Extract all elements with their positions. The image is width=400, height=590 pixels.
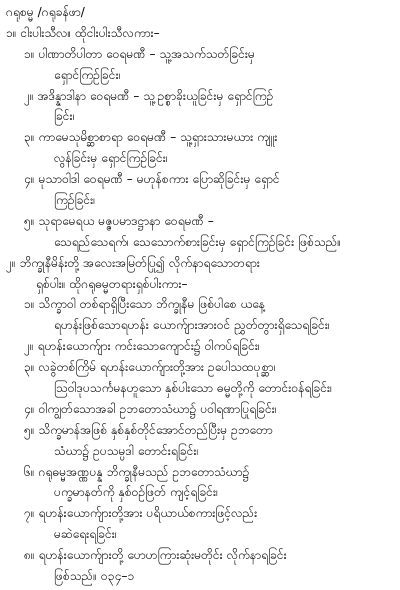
list-item-continuation: ဩဝါဒုပသင်္ကမနဟူသော နှစ်ပါးသော ဓမ္မတို့ကို တောင်းဝန်ရခြင်း၊ <box>54 381 333 395</box>
list-item: ၇။ ရဟန်းယောက်ျားတို့အား ပရိယာယ်စကားဖြင့်လည်း <box>24 506 258 521</box>
section-heading-garudhamma: ၂။ ဘိက္ခုနီမိန်းတို့ အလေးအမြတ်ပြု၍ လိုက်နာရသောတရား <box>6 255 260 270</box>
list-item: ၁။ ပါဏာတိပါတာ ဝေရမဏီ – သူ့အသက်သတ်ခြင်းမှ <box>24 46 255 61</box>
list-item-continuation: ရဟန်းဖြစ်သောရဟန်း ယောက်ျားအားဝင် ညွှတ်တွားရှိသေရခြင်း၊ <box>54 318 330 333</box>
list-item: ၅။ သုရာမေရယ မဇ္ဇပမာဒဋ္ဌာနာ ဝေရမဏီ – <box>24 213 214 228</box>
list-item: ၆။ ဂရုဓမ္မအဏ္ဏပန္န ဘိက္ခုနီမသည် ဥဘတောသံဃာ၌ <box>24 464 250 479</box>
document-heading: ဂရုစမ္မ /ဂရုခန်ဖာ/ <box>6 5 85 19</box>
list-item: ၅။ သိက္ခမာန်အဖြစ် နှစ်နှစ်တိုင်အောင်တည်ပြီးမှ ဥဘတော <box>24 422 273 437</box>
list-item: ၄။ မုသာဝါဒါ ဝေရမဏီ – မဟုန်စကား ပြောဆိုခြင်းမှ ရှောင် <box>24 172 280 187</box>
list-item: ၂။ အဒိန္နာဒါနာ ဝေရမဏီ – သူ့ဥစ္စာခိုးယူခြင်းမှ ရှောင်ကြဉ် <box>24 88 274 103</box>
list-item: ၃။ ကာမေသုမိစ္ဆာစာရာ ဝေရမဏီ – သူ့ရှားသားမယား ကျူး <box>24 130 278 145</box>
list-item: ၃။ လခွဲတစ်ကြိမ် ရဟန်းယောက်ျားတို့အား ဥပေါသထပုစ္ဆာ၊ <box>24 360 276 375</box>
list-item-continuation: ကြဉ်ခြင်း၊ <box>54 193 96 207</box>
list-item-continuation: ဖြစ်သည်။ ၀၃၄–၁ <box>54 569 135 583</box>
list-item: ၁။ သိက္ခာဝါ တစ်ရာရှိပြီးသော ဘိက္ခုနီမ ဖြစ်ပါစေ ယနေ့ <box>24 297 266 312</box>
list-item: ၈။ ရဟန်းယောက်ျားတို့ ပောဟကြားဆုံးမတိုင်း လိုက်နာရခြင်း <box>24 548 287 563</box>
list-item-continuation: ခြင်း၊ <box>54 109 75 124</box>
section-heading-five-precepts: ၁။ ငါးပါးသီလ။ ထိုငါးပါးသီလကား– <box>6 25 160 40</box>
list-item-continuation: သေရည်သေရက်၊ သေသောက်စားခြင်းမှ ရှောင်ကြဉ်ခြင်း ဖြစ်သည်။ <box>54 234 342 249</box>
section-heading-continuation: ရှစ်ပါး။ ထိုဂရုဓမ္မတရားရှစ်ပါးကား– <box>36 276 188 291</box>
list-item-continuation: ပက္ခမာနတ်ကို နှစ်ဝဉ်ဖြတ် ကျင့်ရခြင်း၊ <box>54 485 219 500</box>
list-item-continuation: လွန်ခြင်းမှ ရှောင်ကြဉ်ခြင်း၊ <box>54 151 168 166</box>
list-item-continuation: မဆဲရေးရခြင်း၊ <box>54 527 117 542</box>
list-item-continuation: သံဃာ၌ ဥပသမ္ပဒါ တောင်းရခြင်း၊ <box>54 443 199 458</box>
list-item: ၄။ ဝါကျွတ်သောအခါ ဥဘတောသံဃာ၌ ပဝါရဏာပြုရခြင်း၊ <box>24 401 277 416</box>
list-item-continuation: ရှောင်ကြဉ်ခြင်း၊ <box>54 67 121 82</box>
list-item: ၂။ ရဟန်းယောက်ျား ကင်းသောကျောင်း၌ ဝါကပ်ရခြင်း၊ <box>24 339 261 354</box>
